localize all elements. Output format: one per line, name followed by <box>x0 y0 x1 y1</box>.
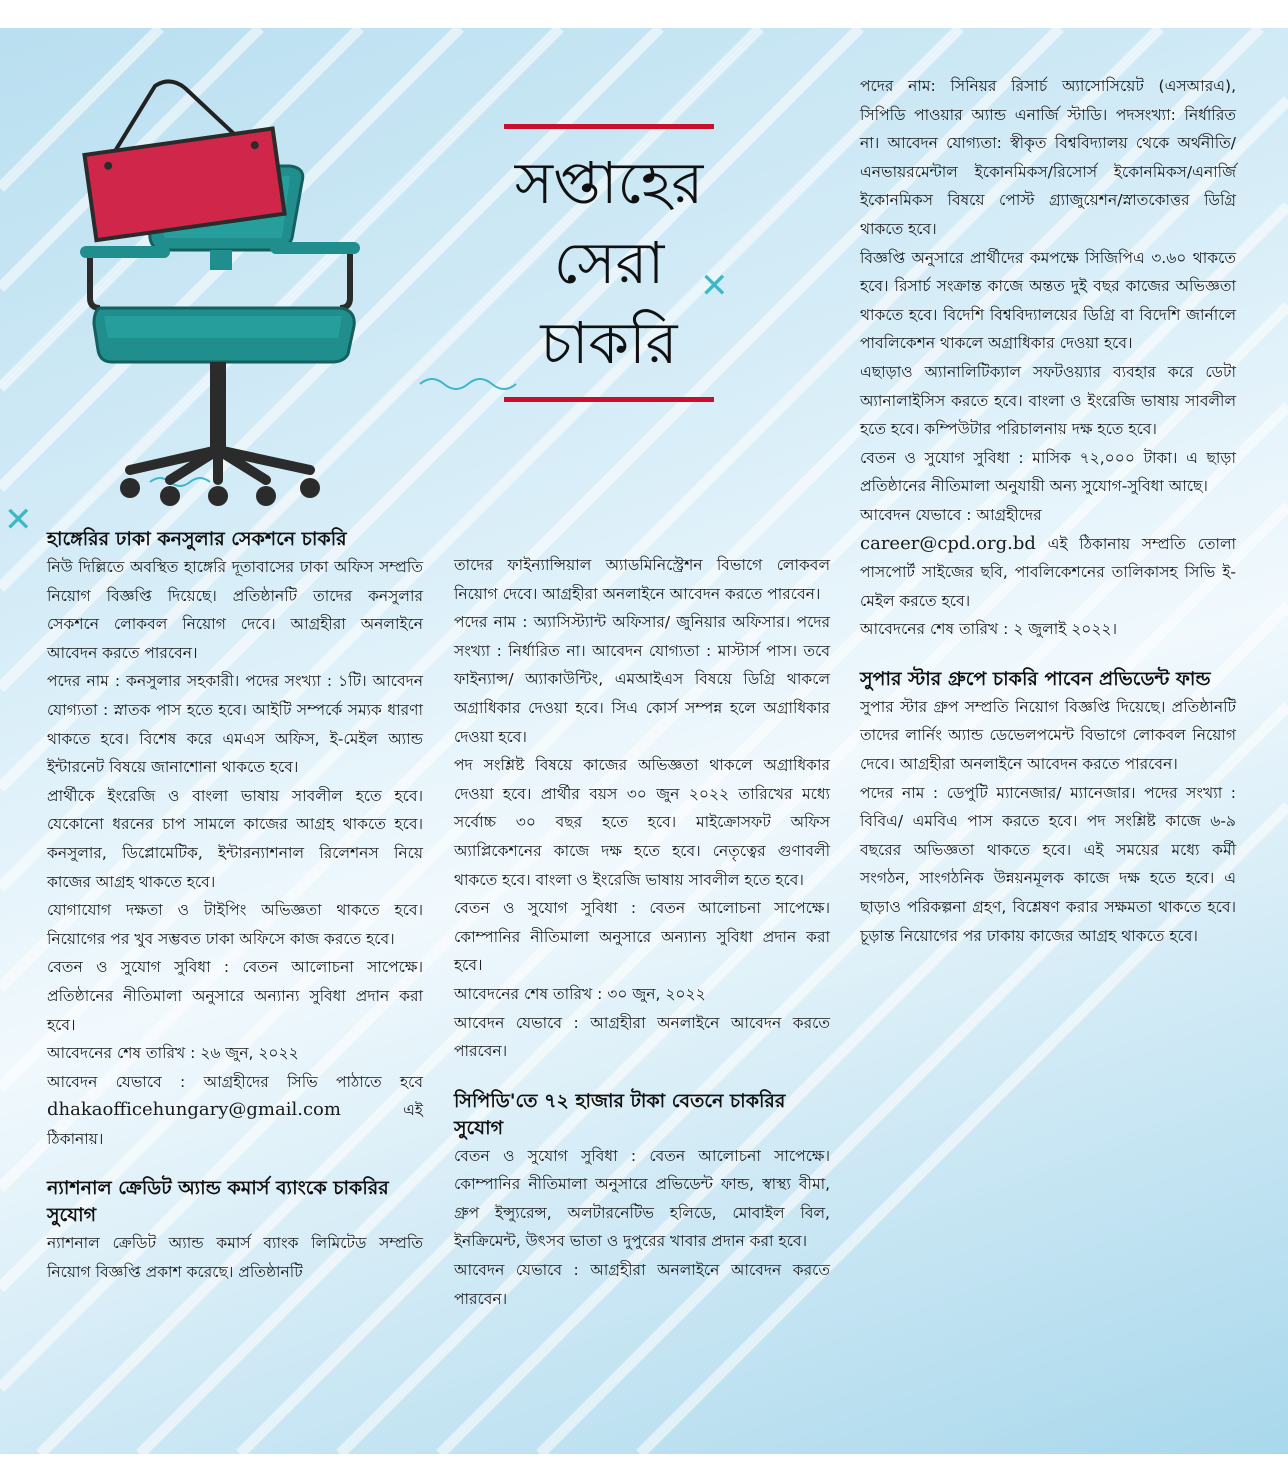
cpd-para-6: বেতন ও সুযোগ সুবিধা : মাসিক ৭২,০০০ টাকা। এ ছাড়া প্রতিষ্ঠানের নীতিমালা অনুযায়ী অন্য সুযোগ-সুবিধা আছে। <box>860 448 1236 496</box>
hungary-apply-prefix: আবেদন যেভাবে : আগ্রহীদের সিভি পাঠাতে হবে <box>47 1072 423 1091</box>
hungary-para-3: প্রার্থীকে ইংরেজি ও বাংলা ভাষায় সাবলীল হতে হবে। যেকোনো ধরনের চাপ সামলে কাজের আগ্রহ থাকতে হবে। কনসুলার, ডিপ্লোমেটিক, ইন্টারন্যাশনাল রিলেশনস নিয়ে কাজের আগ্রহ থাকতে হবে। <box>47 786 423 891</box>
title-line-3: চাকরি <box>540 309 678 377</box>
cpd-para-3: পদের নাম: সিনিয়র রিসার্চ অ্যাসোসিয়েট (এসআরএ), সিপিডি পাওয়ার অ্যান্ড এনার্জি স্টাডি। পদসংখ্যা: নির্ধারিত না। আবেদন যোগ্যতা: স্বীকৃত বিশ্ববিদ্যালয় থেকে অর্থনীতি/এনভায়রমেন্টাল ইকোনমিকস/রিসোর্স ইকোনমিকস/এনার্জি ইকোনমিকস বিষয়ে পোস্ট গ্র্যাজুয়েশন/স্নাতকোত্তর ডিগ্রি থাকতে হবে। <box>860 77 1236 238</box>
cpd-heading: সিপিডি'তে ৭২ হাজার টাকা বেতনে চাকরির সুযোগ <box>454 1089 786 1139</box>
decor-cross-icon: ✕ <box>4 500 33 540</box>
newspaper-page <box>0 28 1288 1454</box>
cpd-para-1: বেতন ও সুযোগ সুবিধা : বেতন আলোচনা সাপেক্ষে। কোম্পানির নীতিমালা অনুসারে প্রভিডেন্ট ফান্ড, স্বাস্থ্য বীমা, গ্রুপ ইন্স্যুরেন্স, অলটারনেটিভ হলিডে, মোবাইল বিল, ইনক্রিমেন্ট, উৎসব ভাতা ও দুপুরের খাবার প্রদান করা হবে। <box>454 1146 830 1251</box>
title-top-rule <box>504 124 714 129</box>
ncc-deadline: আবেদনের শেষ তারিখ : ৩০ জুন, ২০২২ <box>454 984 706 1003</box>
title-bottom-rule <box>504 397 714 402</box>
section-title <box>500 143 718 383</box>
column-1 <box>47 526 423 1287</box>
cpd-para-4: বিজ্ঞপ্তি অনুসারে প্রার্থীদের কমপক্ষে সিজিপিএ ৩.৬০ থাকতে হবে। রিসার্চ সংক্রান্ত কাজে অন্তত দুই বছর কাজের অভিজ্ঞতা থাকতে হবে। বিদেশি বিশ্ববিদ্যালয়ের ডিগ্রি বা বিদেশি জার্নালে পাবলিকেশন থাকলে অগ্রাধিকার দেওয়া হবে। <box>860 248 1236 353</box>
ncc-apply: আবেদন যেভাবে : আগ্রহীরা অনলাইনে আবেদন করতে পারবেন। <box>454 1013 830 1061</box>
title-line-1: সপ্তাহের <box>514 149 704 217</box>
superstar-heading: সুপার স্টার গ্রুপে চাকরি পাবেন প্রভিডেন্ট ফান্ড <box>860 667 1211 690</box>
ncc-para-1: ন্যাশনাল ক্রেডিট অ্যান্ড কমার্স ব্যাংক লিমিটেড সম্প্রতি নিয়োগ বিজ্ঞপ্তি প্রকাশ করেছে। প্রতিষ্ঠানটি <box>47 1234 423 1282</box>
hungary-para-2: পদের নাম : কনসুলার সহকারী। পদের সংখ্যা : ১টি। আবেদন যোগ্যতা : স্নাতক পাস হতে হবে। আইটি সম্পর্কে সম্যক ধারণা থাকতে হবে। বিশেষ করে এমএস অফিস, ই-মেইল অ্যান্ড ইন্টারনেট বিষয়ে জানাশোনা থাকতে হবে। <box>47 672 423 777</box>
ncc-heading: ন্যাশনাল ক্রেডিট অ্যান্ড কমার্স ব্যাংকে চাকরির সুযোগ <box>47 1177 389 1227</box>
hungary-email: dhakaofficehungary@gmail.com <box>47 1099 341 1121</box>
superstar-para-1: সুপার স্টার গ্রুপ সম্প্রতি নিয়োগ বিজ্ঞপ্তি দিয়েছে। প্রতিষ্ঠানটি তাদের লার্নিং অ্যান্ড ডেভেলপমেন্ট বিভাগে লোকবল নিয়োগ দেবে। আগ্রহীরা অনলাইনে আবেদন করতে পারবেন। <box>860 697 1236 774</box>
cpd-deadline: আবেদনের শেষ তারিখ : ২ জুলাই ২০২২। <box>860 620 1118 639</box>
section-title-block <box>500 124 718 402</box>
superstar-para-2: পদের নাম : ডেপুটি ম্যানেজার/ ম্যানেজার। পদের সংখ্যা : বিবিএ/ এমবিএ পাস করতে হবে। পদ সংশ্লিষ্ট কাজে ৬-৯ বছরের অভিজ্ঞতা থাকতে হবে। এই সময়ের মধ্যে কর্মী সংগঠন, সাংগঠনিক উন্নয়নমূলক কাজে দক্ষ হতে হবে। এ ছাড়াও পরিকল্পনা গ্রহণ, বিশ্লেষণ করার সক্ষমতা থাকতে হবে। চূড়ান্ত নিয়োগের পর ঢাকায় কাজের আগ্রহ থাকতে হবে। <box>860 783 1236 945</box>
hungary-apply-suffix: এই ঠিকানায়। <box>47 1101 423 1148</box>
cpd-para-5: এছাড়াও অ্যানালিটিক্যাল সফটওয়্যার ব্যবহার করে ডেটা অ্যানালাইসিস করতে হবে। বাংলা ও ইংরেজি ভাষায় সাবলীল হতে হবে। কম্পিউটার পরিচালনায় দক্ষ হতে হবে। <box>860 362 1236 439</box>
ncc-para-4: বেতন ও সুযোগ সুবিধা : বেতন আলোচনা সাপেক্ষে। কোম্পানির নীতিমালা অনুসারে অন্যান্য সুবিধা প্রদান করা হবে। <box>454 899 830 975</box>
column-2 <box>454 551 830 1313</box>
hungary-apply <box>47 1068 423 1154</box>
cpd-apply-suffix: এই ঠিকানায় সম্প্রতি তোলা পাসপোর্ট সাইজের ছবি, পাবলিকেশনের তালিকাসহ সিভি ই-মেইল করতে হবে। <box>860 534 1236 610</box>
ncc-para-2: পদের নাম : অ্যাসিস্ট্যান্ট অফিসার/ জুনিয়ার অফিসার। পদের সংখ্যা : নির্ধারিত না। আবেদন যোগ্যতা : মাস্টার্স পাস। তবে ফাইন্যান্স/ অ্যাকাউন্টিং, এমআইএস বিষয়ে ডিগ্রি থাকলে অগ্রাধিকার দেওয়া হবে। সিএ কোর্স সম্পন্ন হলে অগ্রাধিকার দেওয়া হবে। <box>454 613 830 746</box>
ncc-para-1-cont: তাদের ফাইন্যান্সিয়াল অ্যাডমিনিস্ট্রেশন বিভাগে লোকবল নিয়োগ দেবে। আগ্রহীরা অনলাইনে আবেদন করতে পারবেন। <box>454 556 830 603</box>
hungary-heading: হাঙ্গেরির ঢাকা কনসুলার সেকশনে চাকরি <box>47 528 347 550</box>
decor-cross-icon: ✕ <box>700 266 729 306</box>
hungary-deadline: আবেদনের শেষ তারিখ : ২৬ জুন, ২০২২ <box>47 1044 299 1063</box>
office-chair-illustration <box>60 68 360 518</box>
cpd-apply <box>860 501 1236 615</box>
title-line-2: সেরা <box>553 229 665 297</box>
cpd-para-2: আবেদন যেভাবে : আগ্রহীরা অনলাইনে আবেদন করতে পারবেন। <box>454 1261 830 1308</box>
ncc-para-3: পদ সংশ্লিষ্ট বিষয়ে কাজের অভিজ্ঞতা থাকলে অগ্রাধিকার দেওয়া হবে। প্রার্থীর বয়স ৩০ জুন ২০২২ তারিখের মধ্যে সর্বোচ্চ ৩০ বছর হতে হবে। মাইক্রোসফট অফিস অ্যাপ্লিকেশনের কাজে দক্ষ হতে হবে। নেতৃত্বের গুণাবলী থাকতে হবে। বাংলা ও ইংরেজি ভাষায় সাবলীল হতে হবে। <box>454 756 830 889</box>
hungary-para-5: বেতন ও সুযোগ সুবিধা : বেতন আলোচনা সাপেক্ষে। প্রতিষ্ঠানের নীতিমালা অনুসারে অন্যান্য সুবিধা প্রদান করা হবে। <box>47 958 423 1034</box>
hungary-para-1: নিউ দিল্লিতে অবস্থিত হাঙ্গেরি দূতাবাসের ঢাকা অফিস সম্প্রতি নিয়োগ বিজ্ঞপ্তি দিয়েছে। প্রতিষ্ঠানটি তাদের কনসুলার সেকশনে লোকবল নিয়োগ দেবে। আগ্রহীরা অনলাইনে আবেদন করতে পারবেন। <box>47 558 423 662</box>
hungary-para-4: যোগাযোগ দক্ষতা ও টাইপিং অভিজ্ঞতা থাকতে হবে। নিয়োগের পর খুব সম্ভবত ঢাকা অফিসে কাজ করতে হবে। <box>47 901 423 948</box>
cpd-apply-prefix: আবেদন যেভাবে : আগ্রহীদের <box>860 505 1042 524</box>
cpd-email: career@cpd.org.bd <box>860 532 1036 554</box>
column-3 <box>860 72 1236 950</box>
